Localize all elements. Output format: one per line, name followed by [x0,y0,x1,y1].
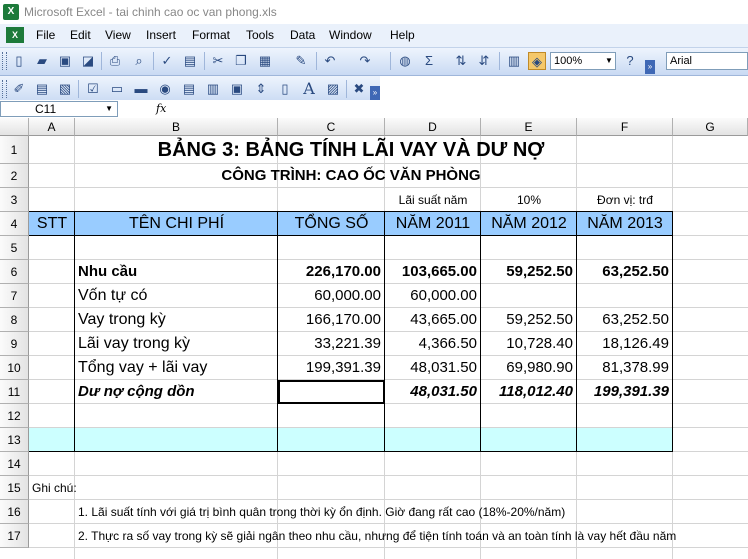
row-name-cell[interactable]: Vốn tự có [78,287,148,304]
row-header-5[interactable]: 5 [0,236,29,260]
row-2011-cell[interactable]: 60,000.00 [410,287,477,304]
undo-icon[interactable]: ↶ [324,53,336,68]
toolbar-separator [499,52,500,70]
window-title: Microsoft Excel - tai chinh cao oc van phong.xls [24,5,277,19]
header-nam-2011[interactable]: NĂM 2011 [395,215,471,232]
column-header-b[interactable]: B [75,118,278,136]
row-2011-cell[interactable]: 48,031.50 [410,359,477,376]
row-name-cell[interactable]: Tổng vay + lãi vay [78,359,208,376]
formula-bar [0,100,748,119]
row-header-2[interactable]: 2 [0,164,29,188]
list-box-icon[interactable]: ▤ [182,81,196,96]
menu-tools[interactable]: Tools [246,28,275,42]
menu-view[interactable]: View [105,28,131,42]
autosum-icon[interactable]: Σ [424,53,434,68]
worksheet-grid[interactable] [0,118,748,559]
column-header-e[interactable]: E [481,118,577,136]
toolbar-options-icon[interactable]: » [645,60,655,74]
toolbar-options-icon[interactable]: » [370,86,380,100]
row-name-cell[interactable]: Vay trong kỳ [78,311,166,328]
notes-label[interactable]: Ghi chú: [32,481,77,495]
row-2012-cell[interactable] [481,284,577,308]
insert-function-icon[interactable]: fx [156,102,167,115]
row-total-cell[interactable]: 166,170.00 [305,311,381,328]
properties-icon[interactable]: ▤ [35,81,49,96]
chart-wizard-icon[interactable]: ▥ [507,53,521,68]
row-2011-cell[interactable]: 103,665.00 [401,263,477,280]
font-name-select[interactable] [666,52,748,70]
paste-icon[interactable]: ▦ [258,53,272,68]
column-header-a[interactable]: A [29,118,75,136]
column-header-f[interactable]: F [577,118,673,136]
label-control-icon[interactable]: A [303,79,315,98]
note-2[interactable]: 2. Thực ra số vay trong kỳ sẽ giải ngân theo nhu cầu, nhưng để tiện tính toán và an toàn tính là vay hết đầu năm [78,529,677,543]
row-header-17[interactable]: 17 [0,524,29,548]
print-icon[interactable]: ⎙ [109,53,121,68]
note-1[interactable]: 1. Lãi suất tính với giá trị bình quân trong thời kỳ ổn định. Giờ đang rất cao (18%-20%/năm) [78,505,566,519]
row-2013-cell[interactable] [577,284,673,308]
combo-box-icon[interactable]: ▥ [206,81,220,96]
format-painter-icon[interactable]: ✎ [295,53,307,68]
cut-icon[interactable]: ✂ [212,53,224,68]
row-header-12[interactable]: 12 [0,404,29,428]
row-header-14[interactable]: 14 [0,452,29,476]
menu-window[interactable]: Window [329,28,372,42]
help-icon[interactable]: ? [626,53,634,68]
rate-label[interactable]: Lãi suất năm [398,193,468,207]
zoom-value: 100% [554,55,583,67]
rate-value[interactable]: 10% [516,193,542,207]
sheet-subtitle[interactable]: CÔNG TRÌNH: CAO ỐC VĂN PHÒNG [221,167,481,184]
row-header-7[interactable]: 7 [0,284,29,308]
menu-edit[interactable]: Edit [70,28,91,42]
header-ten-chi-phi[interactable]: TÊN CHI PHÍ [128,215,225,232]
workbook-icon[interactable]: X [6,27,24,43]
permission-icon[interactable]: ◪ [81,53,95,68]
row-2011-cell[interactable]: 48,031.50 [410,383,477,400]
checkbox-control-icon[interactable]: ☑ [87,81,99,96]
print-preview-icon[interactable]: ⌕ [135,53,143,68]
column-header-g[interactable]: G [673,118,748,136]
header-stt[interactable]: STT [36,215,68,232]
name-box[interactable] [0,101,118,117]
toolbar-separator [316,52,317,70]
drawing-icon[interactable]: ◈ [528,52,546,70]
toolbar-separator [78,80,79,98]
menu-bar [0,24,748,48]
row-name-cell[interactable]: Nhu cầu [78,263,138,280]
gridline [29,427,748,428]
save-icon[interactable]: ▣ [58,53,72,68]
chevron-down-icon: ▼ [605,56,613,65]
select-all-corner[interactable] [0,118,29,136]
row-header-11[interactable]: 11 [0,380,29,404]
chevron-down-icon: ▼ [105,104,113,113]
gridline [29,475,748,476]
row-header-10[interactable]: 10 [0,356,29,380]
toolbar-grip[interactable] [2,52,7,70]
research-icon[interactable]: ▤ [183,53,197,68]
textbox-control-icon[interactable]: ▭ [110,81,124,96]
menu-file[interactable]: File [36,28,56,42]
more-controls-icon[interactable]: ✖ [353,81,365,96]
hyperlink-icon[interactable]: ◍ [399,53,411,68]
toolbar-separator [153,52,154,70]
row-name-cell[interactable]: Dư nợ cộng dồn [78,383,195,400]
sort-descending-icon[interactable]: ⇵ [478,53,490,68]
menu-insert[interactable]: Insert [146,28,177,42]
selected-cell-c11[interactable] [278,380,385,404]
row-2011-cell[interactable]: 4,366.50 [418,335,477,352]
row-2012-cell[interactable]: 10,728.40 [506,335,573,352]
row-2012-cell[interactable]: 59,252.50 [506,263,573,280]
font-name-value: Arial [670,55,693,67]
button-control-icon[interactable]: ▬ [134,81,148,96]
column-header-c[interactable]: C [278,118,385,136]
row-total-cell[interactable]: 226,170.00 [305,263,381,280]
row-2013-cell[interactable]: 18,126.49 [602,335,669,352]
row-header-4[interactable]: 4 [0,212,29,236]
row-total-cell[interactable]: 60,000.00 [314,287,381,304]
row-total-cell[interactable]: 199,391.39 [305,359,381,376]
row-header-1[interactable]: 1 [0,136,29,164]
toolbar-grip[interactable] [2,80,7,98]
row-2013-cell[interactable]: 199,391.39 [593,383,669,400]
header-nam-2013[interactable]: NĂM 2013 [587,215,663,232]
row-name-cell[interactable]: Lãi vay trong kỳ [78,335,191,352]
menu-format[interactable]: Format [192,28,231,42]
scroll-bar-icon[interactable]: ▯ [281,81,289,96]
sort-ascending-icon[interactable]: ⇅ [455,53,467,68]
toolbar-separator [204,52,205,70]
row-2012-cell[interactable]: 69,980.90 [506,359,573,376]
view-code-icon[interactable]: ▧ [58,81,72,96]
column-header-d[interactable]: D [385,118,481,136]
zoom-select[interactable] [550,52,616,70]
design-mode-icon[interactable]: ✐ [13,81,25,96]
row-header-8[interactable]: 8 [0,308,29,332]
row-2013-cell[interactable]: 63,252.50 [602,311,669,328]
row-header-16[interactable]: 16 [0,500,29,524]
excel-app-icon[interactable]: X [3,4,19,20]
row-2011-cell[interactable]: 43,665.00 [410,311,477,328]
header-nam-2012[interactable]: NĂM 2012 [491,215,567,232]
name-box-value: C11 [35,102,57,116]
standard-toolbar [0,48,748,76]
image-control-icon[interactable]: ▨ [326,81,340,96]
row-2013-cell[interactable]: 81,378.99 [602,359,669,376]
toolbar-separator [101,52,102,70]
row-2013-cell[interactable]: 63,252.50 [602,263,669,280]
row-header-13[interactable]: 13 [0,428,29,452]
row-2012-cell[interactable]: 59,252.50 [506,311,573,328]
copy-icon[interactable]: ❐ [235,53,247,68]
toolbar-separator [346,80,347,98]
menu-help[interactable]: Help [390,28,415,42]
sheet-title[interactable]: BẢNG 3: BẢNG TÍNH LÃI VAY VÀ DƯ NỢ [157,139,545,161]
toolbar-separator [390,52,391,70]
menu-data[interactable]: Data [290,28,316,42]
spelling-icon[interactable]: ✓ [161,53,173,68]
row-2012-cell[interactable]: 118,012.40 [499,383,573,400]
redo-icon[interactable]: ↷ [359,53,371,68]
row-total-cell[interactable]: 33,221.39 [314,335,381,352]
row-header-3[interactable]: 3 [0,188,29,212]
row-header-6[interactable]: 6 [0,260,29,284]
new-icon[interactable]: ▯ [15,53,23,68]
spin-button-icon[interactable]: ⇕ [255,81,267,96]
unit-label[interactable]: Đơn vị: trđ [597,193,653,207]
option-button-icon[interactable]: ◉ [159,81,171,96]
row-header-15[interactable]: 15 [0,476,29,500]
table-border [74,212,75,452]
open-icon[interactable]: ▰ [37,53,47,68]
toggle-button-icon[interactable]: ▣ [230,81,244,96]
header-tong-so[interactable]: TỔNG SỐ [294,215,369,232]
row-header-9[interactable]: 9 [0,332,29,356]
title-bar [0,0,748,24]
